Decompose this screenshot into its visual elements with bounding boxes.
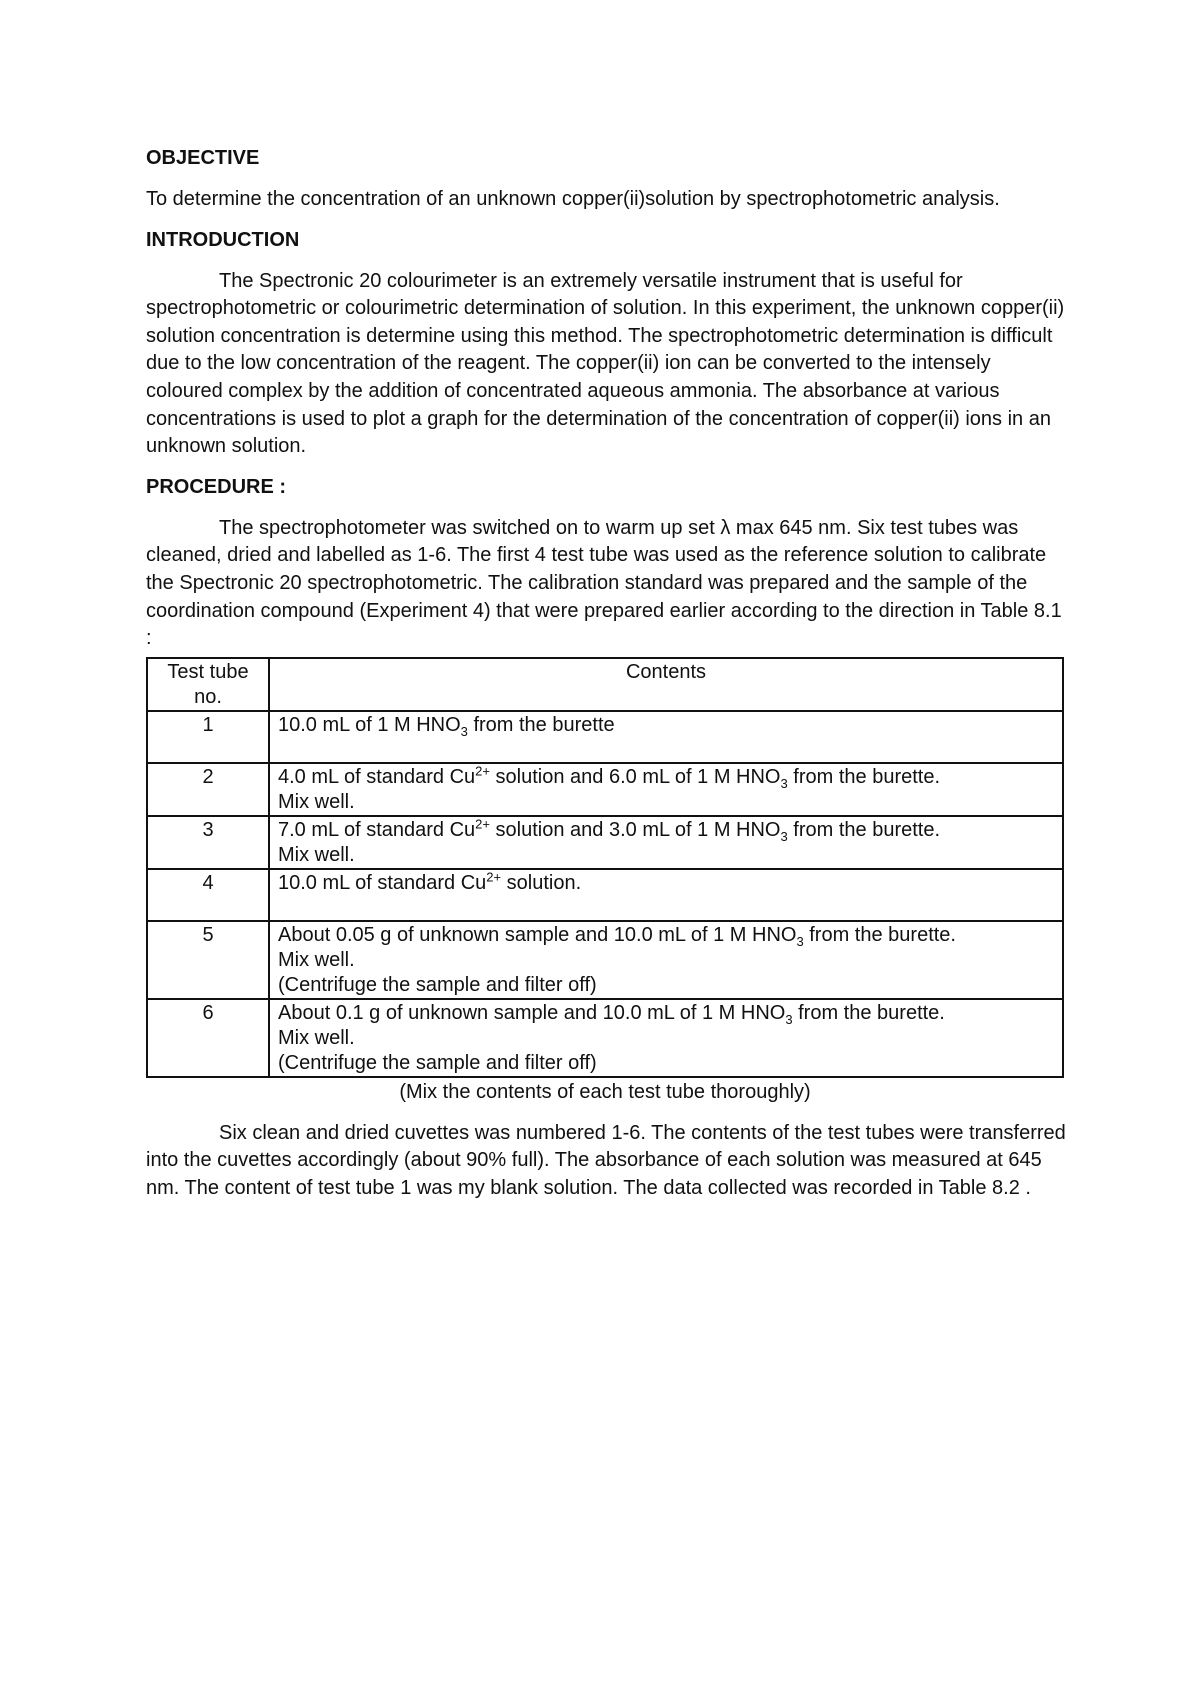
row-number: 3 (147, 816, 269, 869)
row-number: 6 (147, 999, 269, 1077)
row-line-2: Mix well. (278, 843, 355, 866)
row-line-3: (Centrifuge the sample and filter off) (278, 973, 597, 996)
row-contents (269, 921, 1063, 999)
procedure-heading: PROCEDURE : (146, 475, 287, 498)
subscript: 3 (796, 933, 804, 949)
row-line-2: Mix well. (278, 948, 355, 971)
row-line (278, 923, 1054, 948)
table-row (147, 763, 1063, 816)
row-text: 4.0 mL of standard Cu (278, 765, 476, 788)
row-text: About 0.05 g of unknown sample and 10.0 mL of 1 M HNO (278, 923, 797, 946)
header-test-tube-no: Test tube no. (147, 658, 269, 711)
subscript: 3 (780, 828, 788, 844)
row-number: 1 (147, 711, 269, 763)
header-contents: Contents (269, 658, 1063, 711)
test-tube-table (146, 657, 1064, 1078)
subscript: 3 (780, 775, 788, 791)
row-line-2: Mix well. (278, 1026, 355, 1049)
row-text: from the burette. (787, 818, 941, 841)
row-line-3: (Centrifuge the sample and filter off) (278, 1051, 597, 1074)
row-text: from the burette. (787, 765, 941, 788)
row-number: 2 (147, 763, 269, 816)
objective-heading: OBJECTIVE (146, 147, 260, 169)
document-page (146, 146, 1066, 1217)
procedure-text-1: The spectrophotometer was switched on to warm up set λ max 645 nm. Six test tubes was cleaned, dried and labelled as 1-6. The first 4 test tube was used as the reference solution to calibrate the Spectronic 20 spectrophotometric. The calibration standard was prepared and the sample of the coordination compound (Experiment 4) that were prepared earlier according to the direction in Table 8.1 : (146, 516, 1062, 650)
procedure-text-2: Six clean and dried cuvettes was numbered 1-6. The contents of the test tubes were transferred into the cuvettes accordingly (about 90% full). The absorbance of each solution was measured at 645 nm. The content of test tube 1 was my blank solution. The data collected was recorded in Table 8.2 . (146, 1121, 1066, 1199)
introduction-text: The Spectronic 20 colourimeter is an extremely versatile instrument that is useful for spectrophotometric or colourimetric determination of solution. In this experiment, the unknown copper(ii) solution concentration is determine using this method. The spectrophotometric determination is difficult due to the low concentration of the reagent. The copper(ii) ion can be converted to the intensely coloured complex by the addition of concentrated aqueous ammonia. The absorbance at various concentrations is used to plot a graph for the determination of the concentration of copper(ii) ions in an unknown solution. (146, 269, 1065, 458)
row-line-2: Mix well. (278, 790, 355, 813)
row-number: 5 (147, 921, 269, 999)
row-text: solution. (501, 871, 582, 894)
table-row (147, 869, 1063, 921)
row-contents (269, 999, 1063, 1077)
row-text: 10.0 mL of 1 M HNO (278, 713, 461, 736)
row-contents (269, 869, 1063, 921)
row-line (278, 818, 1054, 843)
row-number: 4 (147, 869, 269, 921)
row-text: 10.0 mL of standard Cu (278, 871, 487, 894)
row-text: from the burette (467, 713, 615, 736)
table-header-row (147, 658, 1063, 711)
row-contents (269, 763, 1063, 816)
row-text: from the burette. (792, 1001, 945, 1024)
row-text: solution and 3.0 mL of 1 M HNO (489, 818, 781, 841)
table-row (147, 816, 1063, 869)
row-text: 7.0 mL of standard Cu (278, 818, 476, 841)
row-text: About 0.1 g of unknown sample and 10.0 mL of 1 M HNO (278, 1001, 786, 1024)
row-text: solution and 6.0 mL of 1 M HNO (489, 765, 781, 788)
superscript: 2+ (475, 763, 490, 779)
table-caption: (Mix the contents of each test tube thoroughly) (399, 1080, 811, 1103)
objective-text: To determine the concentration of an unknown copper(ii)solution by spectrophotometric analysis. (146, 188, 1000, 210)
row-contents (269, 711, 1063, 763)
row-line (278, 765, 1054, 790)
superscript: 2+ (486, 869, 502, 885)
table-row (147, 999, 1063, 1077)
subscript: 3 (785, 1011, 793, 1027)
table-row (147, 711, 1063, 763)
row-contents (269, 816, 1063, 869)
row-line (278, 1001, 1054, 1026)
table-row (147, 921, 1063, 999)
subscript: 3 (460, 723, 468, 739)
row-text: from the burette. (803, 923, 956, 946)
introduction-heading: INTRODUCTION (146, 228, 300, 251)
superscript: 2+ (475, 816, 490, 832)
